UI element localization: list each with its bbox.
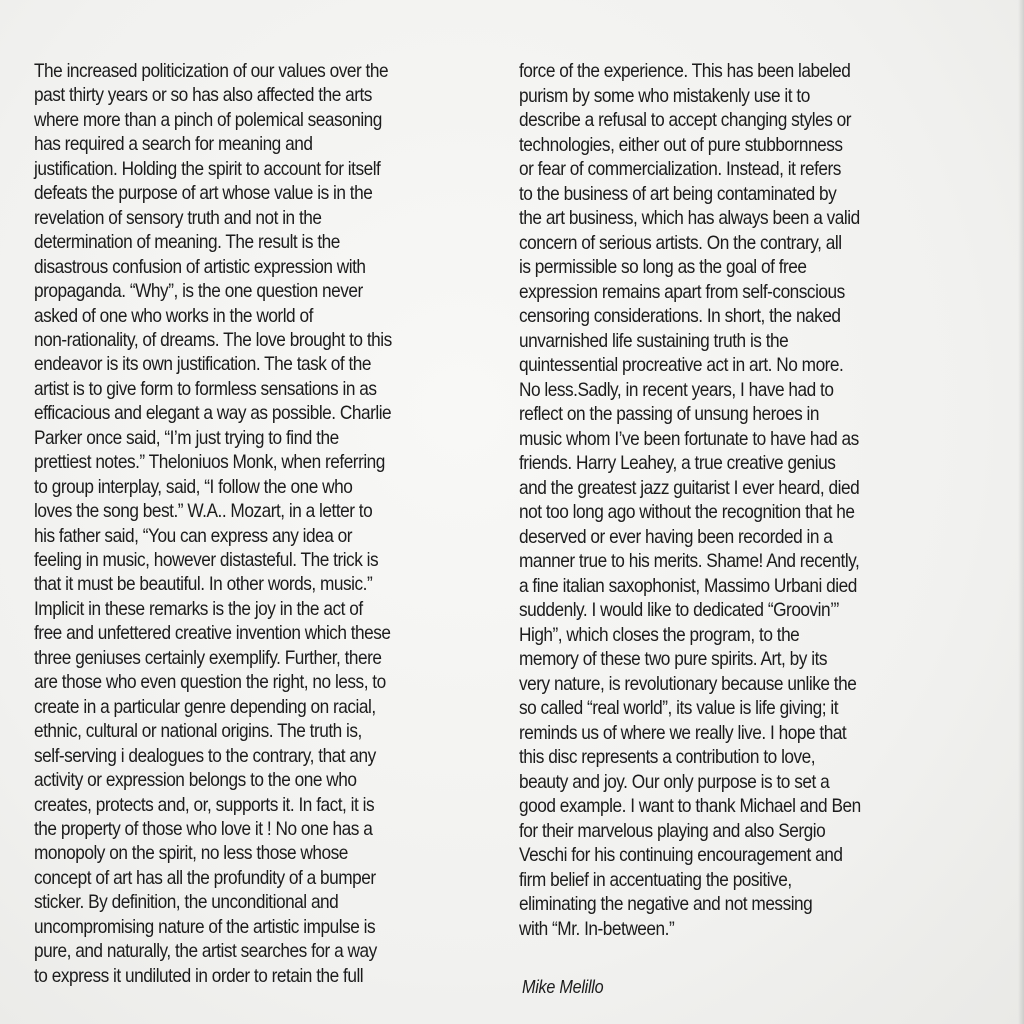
page-edge-shadow xyxy=(1018,0,1024,1024)
text-line: and the greatest jazz guitarist I ever heard, died xyxy=(519,476,860,499)
text-line: creates, protects and, or, supports it. In fact, it is xyxy=(34,793,375,816)
text-line: that it must be beautiful. In other words, music.” xyxy=(34,573,373,596)
text-line: with “Mr. In-between.” xyxy=(519,917,675,940)
text-line: technologies, either out of pure stubbornness xyxy=(519,133,843,156)
text-line: to group interplay, said, “I follow the one who xyxy=(34,475,353,498)
text-line: past thirty years or so has also affected the arts xyxy=(34,84,372,107)
text-line: artist is to give form to formless sensations in as xyxy=(34,377,377,400)
text-line: has required a search for meaning and xyxy=(34,133,313,156)
text-line: disastrous confusion of artistic expression with xyxy=(34,255,366,278)
author-signature: Mike Melillo xyxy=(522,977,604,997)
text-line: eliminating the negative and not messing xyxy=(519,893,813,915)
text-line: pure, and naturally, the artist searches for a way xyxy=(34,940,377,963)
text-line: purism by some who mistakenly use it to xyxy=(519,84,810,107)
text-line: feeling in music, however distasteful. The trick is xyxy=(34,549,379,571)
text-line: music whom I’ve been fortunate to have had as xyxy=(519,427,859,450)
text-line: is permissible so long as the goal of free xyxy=(519,256,807,278)
text-line: asked of one who works in the world of xyxy=(34,304,313,327)
text-line: activity or expression belongs to the one who xyxy=(34,769,357,792)
text-line: memory of these two pure spirits. Art, by its xyxy=(519,648,828,670)
text-line: the property of those who love it ! No one has a xyxy=(34,817,373,840)
text-line: beauty and joy. Our only purpose is to set a xyxy=(519,770,830,793)
text-line: non-rationality, of dreams. The love brought to this xyxy=(34,328,392,351)
text-line: reminds us of where we really live. I hope that xyxy=(519,721,847,744)
text-line: prettiest notes.” Theloniuos Monk, when referring xyxy=(34,451,385,474)
text-line: describe a refusal to accept changing styles or xyxy=(519,109,852,131)
text-line: are those who even question the right, no less, to xyxy=(34,671,386,694)
text-line: unvarnished life sustaining truth is the xyxy=(519,329,789,352)
text-line: deserved or ever having been recorded in a xyxy=(519,525,833,548)
text-line: propaganda. “Why”, is the one question never xyxy=(34,280,363,303)
text-line: defeats the purpose of art whose value is in the xyxy=(34,182,373,205)
text-line: free and unfettered creative invention which these xyxy=(34,622,391,645)
text-line: justification. Holding the spirit to account for itself xyxy=(34,157,381,180)
text-line: revelation of sensory truth and not in the xyxy=(34,206,322,229)
text-line: create in a particular genre depending on racial, xyxy=(34,695,376,718)
text-line: friends. Harry Leahey, a true creative genius xyxy=(519,452,836,474)
text-line: for their marvelous playing and also Sergio xyxy=(519,819,826,842)
text-line: very nature, is revolutionary because unlike the xyxy=(519,672,857,695)
text-line: Implicit in these remarks is the joy in the act of xyxy=(34,597,363,620)
text-line: firm belief in accentuating the positive, xyxy=(519,868,792,891)
text-line: manner true to his merits. Shame! And recently, xyxy=(519,550,860,572)
text-line: monopoly on the spirit, no less those whose xyxy=(34,842,348,865)
text-line: sticker. By definition, the unconditional and xyxy=(34,891,339,914)
text-line: where more than a pinch of polemical seasoning xyxy=(34,108,382,131)
text-line: three geniuses certainly exemplify. Further, there xyxy=(34,646,382,669)
text-line: suddenly. I would like to dedicated “Groovin’” xyxy=(519,599,839,621)
text-line: Veschi for his continuing encouragement and xyxy=(519,844,843,866)
text-line: this disc represents a contribution to love, xyxy=(519,746,816,768)
text-line: concept of art has all the profundity of a bumper xyxy=(34,866,376,889)
text-line: to the business of art being contaminated by xyxy=(519,182,837,205)
text-line: force of the experience. This has been labeled xyxy=(519,60,851,82)
text-line: not too long ago without the recognition that he xyxy=(519,501,855,523)
text-line: uncompromising nature of the artistic impulse is xyxy=(34,915,376,938)
text-line: Parker once said, “I’m just trying to find the xyxy=(34,426,339,449)
text-line: to express it undiluted in order to retain the full xyxy=(34,964,364,987)
text-line: or fear of commercialization. Instead, it refers xyxy=(519,158,841,180)
text-line: ethnic, cultural or national origins. The truth is, xyxy=(34,720,362,743)
text-line: efficacious and elegant a way as possible. Charlie xyxy=(34,402,392,425)
text-line: concern of serious artists. On the contrary, all xyxy=(519,231,842,254)
text-line: reflect on the passing of unsung heroes in xyxy=(519,403,820,425)
text-line: so called “real world”, its value is life giving; it xyxy=(519,697,839,719)
text-line: a fine italian saxophonist, Massimo Urbani died xyxy=(519,574,857,597)
text-line: censoring considerations. In short, the naked xyxy=(519,305,841,327)
text-line: good example. I want to thank Michael and Ben xyxy=(519,795,861,817)
text-line: expression remains apart from self-conscious xyxy=(519,280,845,303)
text-line: High”, which closes the program, to the xyxy=(519,623,800,646)
text-line: No less.Sadly, in recent years, I have had to xyxy=(519,378,834,401)
text-line: loves the song best.” W.A.. Mozart, in a letter to xyxy=(34,500,373,523)
text-line: self-serving i dealogues to the contrary, that any xyxy=(34,744,376,767)
text-line: his father said, “You can express any idea or xyxy=(34,524,353,547)
text-line: the art business, which has always been a valid xyxy=(519,207,860,229)
text-line: determination of meaning. The result is the xyxy=(34,231,340,254)
text-line: The increased politicization of our values over the xyxy=(34,60,389,82)
text-line: quintessential procreative act in art. No more. xyxy=(519,354,844,376)
text-line: endeavor is its own justification. The task of the xyxy=(34,353,371,376)
